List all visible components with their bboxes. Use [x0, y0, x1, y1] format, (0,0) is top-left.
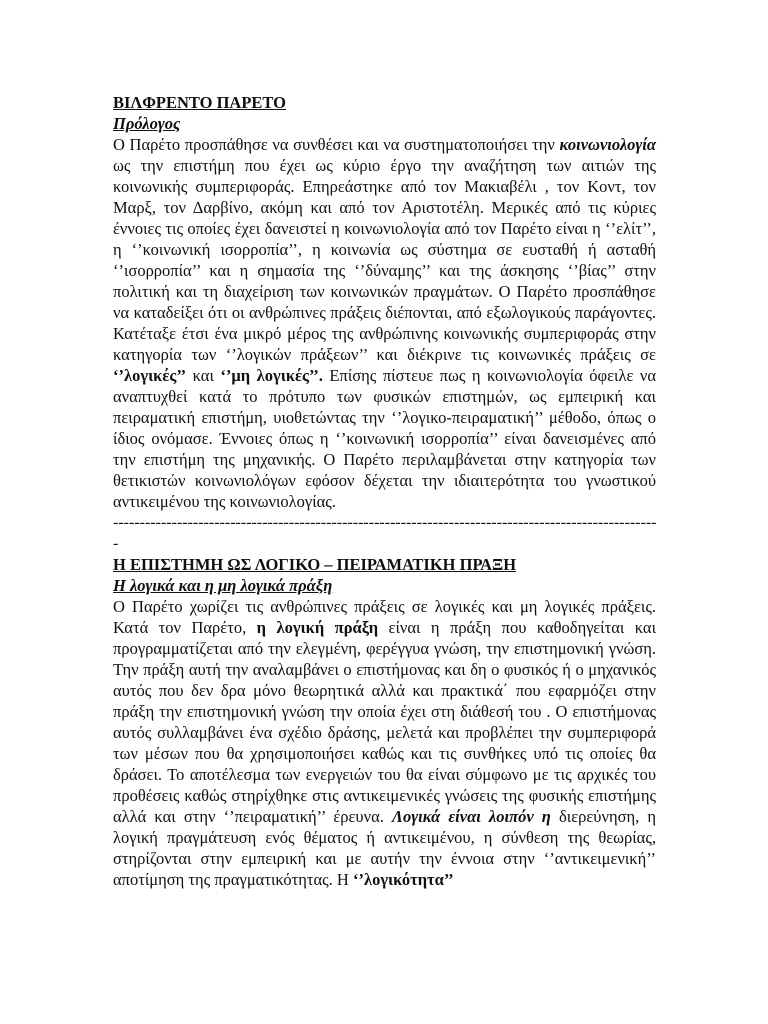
text-run: Λογικά είναι λοιπόν η — [391, 807, 551, 826]
section-title-vilfredo-pareto: ΒΙΛΦΡΕΝΤΟ ΠΑΡΕΤΟ — [113, 93, 286, 112]
prologue-paragraph — [113, 134, 656, 512]
text-run: Επίσης πίστευε πως η κοινωνιολογία όφειλε να αναπτυχθεί κατά το πρότυπο των φυσικών επιστημών, ως εμπειρική και πειραματική επιστήμη, υιοθετώντας την ‘’λογικο-πειραματική’’ μέθοδο, όπως ο ίδιος ονόμασε. Έννοιες όπως η ‘’κοινωνική ισορροπία’’ είναι δανεισμένες από την επιστήμη της μηχανικής. Ο Παρέτο περιλαμβάνεται στην κατηγορία των θετικιστών κοινωνιολόγων εφόσον δέχεται την ιδιαιτερότητα του γνωστικού αντικειμένου της κοινωνιολογίας. — [113, 366, 656, 511]
text-run: Ο Παρέτο χωρίζει τις ανθρώπινες πράξεις σε λογικές και μη λογικές πράξεις. Κατά τον Παρέτο, — [113, 597, 656, 637]
logical-action-paragraph — [113, 596, 656, 890]
text-run: ‘’μη λογικές’’. — [220, 366, 323, 385]
text-run: ‘’λογικές’’ — [113, 366, 187, 385]
section-subtitle-prologue: Πρόλογος — [113, 114, 181, 133]
section-subtitle-logical-action: Η λογικά και η μη λογικά πράξη — [113, 576, 333, 595]
text-run: διερεύνηση, η λογική πραγμάτευση ενός θέματος ή αντικειμένου, η σύνθεση της θεωρίας, στηρίζονται στην εμπειρική και με αυτήν την έννοια στην ‘’αντικειμενική’’ αποτίμηση της πραγματικότητας. Η — [113, 807, 656, 889]
text-run: κοινωνιολογία — [559, 135, 656, 154]
text-run: η λογική πράξη — [256, 618, 379, 637]
text-run: ‘’λογικότητα’’ — [352, 870, 454, 889]
text-run: ως την επιστήμη που έχει ως κύριο έργο την αναζήτηση των αιτιών της κοινωνικής συμπεριφοράς. Επηρεάστηκε από τον Μακιαβέλι , τον Κοντ, τον Μαρξ, τον Δαρβίνο, ακόμη και από τον Αριστοτέλη. Μερικές από τις κύριες έννοιες τις οποίες έχει δανειστεί η κοινωνιολογία από τον Παρέτο είναι η ‘’ελίτ’’, η ‘’κοινωνική ισορροπία’’, η κοινωνία ως σύστημα σε ευσταθή ή ασταθή ‘’ισορροπία’’ και η σημασία της ‘’δύναμης’’ και της άσκησης ‘’βίας’’ στην πολιτική και τη διαχείριση των κοινωνικών πραγμάτων. Ο Παρέτο προσπάθησε να καταδείξει ότι οι ανθρώπινες πράξεις διέπονται, από εξωλογικούς παράγοντες. Κατέταξε έτσι ένα μικρό μέρος της ανθρώπινης κοινωνικής συμπεριφοράς στην κατηγορία των ‘’λογικών πράξεων’’ και διέκρινε τις κοινωνικές πράξεις σε — [113, 156, 656, 364]
dashed-separator: ------------------------------------------------------------------------------------------------------- — [113, 514, 657, 552]
section-title-science-logico-experimental: Η ΕΠΙΣΤΗΜΗ ΩΣ ΛΟΓΙΚΟ – ΠΕΙΡΑΜΑΤΙΚΗ ΠΡΑΞΗ — [113, 555, 517, 574]
text-run: είναι η πράξη που καθοδηγείται και προγραμματίζεται από την ελεγμένη, φερέγγυα γνώση, την επιστημονική γνώση. Την πράξη αυτή την αναλαμβάνει ο επιστήμονας και δη ο φυσικός ή ο μηχανικός αυτός που δεν δρα μόνο θεωρητικά αλλά και πρακτικά΄ που εφαρμόζει στην πράξη την επιστημονική γνώση την οποία έχει στη διάθεσή του . Ο επιστήμονας αυτός συλλαμβάνει ένα σχέδιο δράσης, μελετά και προβλέπει την συμπεριφορά των μέσων που θα χρησιμοποιήσει καθώς και τις συνθήκες υπό τις οποίες θα δράσει. Το αποτέλεσμα των ενεργειών του θα είναι σύμφωνο με τις αρχικές του προθέσεις καθώς στηρίχθηκε στις αντικειμενικές γνώσεις της φυσικής επιστήμης αλλά και στην ‘’πειραματική’’ έρευνα. — [113, 618, 657, 826]
text-run: Ο Παρέτο προσπάθησε να συνθέσει και να συστηματοποιήσει την — [113, 135, 560, 154]
text-run: και — [186, 366, 221, 385]
